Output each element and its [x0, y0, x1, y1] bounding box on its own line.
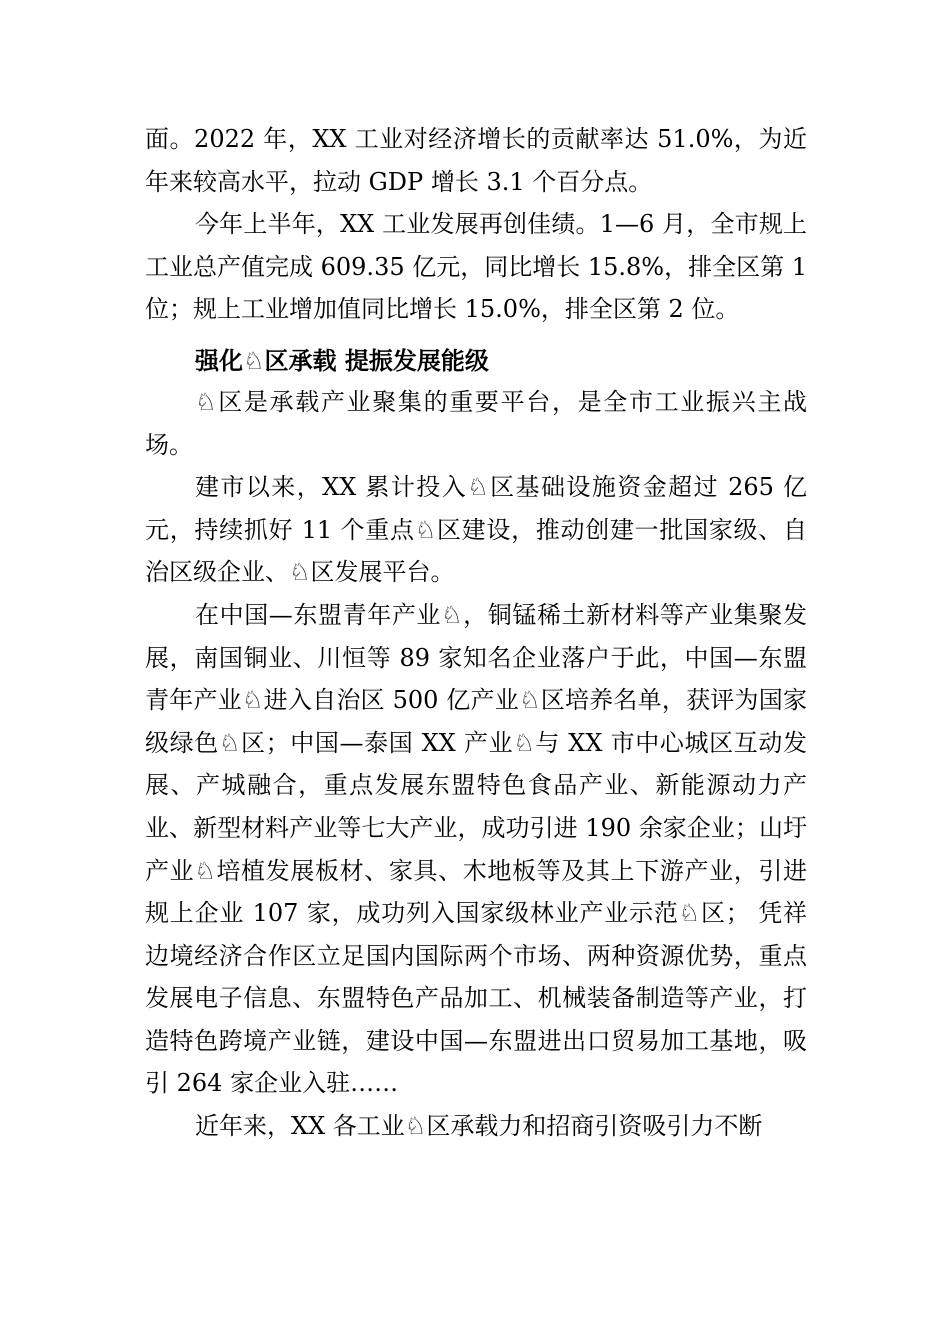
paragraph-park-platform: ♘区是承载产业聚集的重要平台，是全市工业振兴主战场。: [145, 387, 807, 459]
paragraph-industry-contribution: 面。2022 年，XX 工业对经济增长的贡献率达 51.0%，为近年来较高水平，拉动 GDP 增长 3.1 个百分点。: [145, 125, 807, 196]
document-page: [145, 118, 807, 1148]
paragraph-recent-years: 近年来，XX 各工业♘区承载力和招商引资吸引力不断: [195, 1112, 763, 1141]
paragraph-first-half-results: 今年上半年，XX 工业发展再创佳绩。1—6 月，全市规上工业总产值完成 609.35 亿元，同比增长 15.8%，排全区第 1 位；规上工业增加值同比增长 15.0%，排全区第 2 位。: [145, 210, 808, 324]
section-heading: 强化♘区承载 提振发展能级: [195, 346, 489, 375]
paragraph-industrial-parks-detail: 在中国—东盟青年产业♘，铜锰稀土新材料等产业集聚发展，南国铜业、川恒等 89 家知名企业落户于此，中国—东盟青年产业♘进入自治区 500 亿产业♘区培养名单，获评为国家级绿色♘区；中国—泰国 XX 产业♘与 XX 市中心城区互动发展、产城融合，重点发展东盟特色食品产业、新能源动力产业、新型材料产业等七大产业，成功引进 190 余家企业；山圩产业♘培植发展板材、家具、木地板等及其上下游产业，引进规上企业 107 家，成功列入国家级林业产业示范♘区； 凭祥边境经济合作区立足国内国际两个市场、两种资源优势，重点发展电子信息、东盟特色产品加工、机械装备制造等产业，打造特色跨境产业链，建设中国—东盟进出口贸易加工基地，吸引 264 家企业入驻……: [145, 600, 807, 1098]
paragraph-infrastructure-investment: 建市以来，XX 累计投入♘区基础设施资金超过 265 亿元，持续抓好 11 个重点♘区建设，推动创建一批国家级、自治区级企业、♘区发展平台。: [145, 473, 807, 587]
